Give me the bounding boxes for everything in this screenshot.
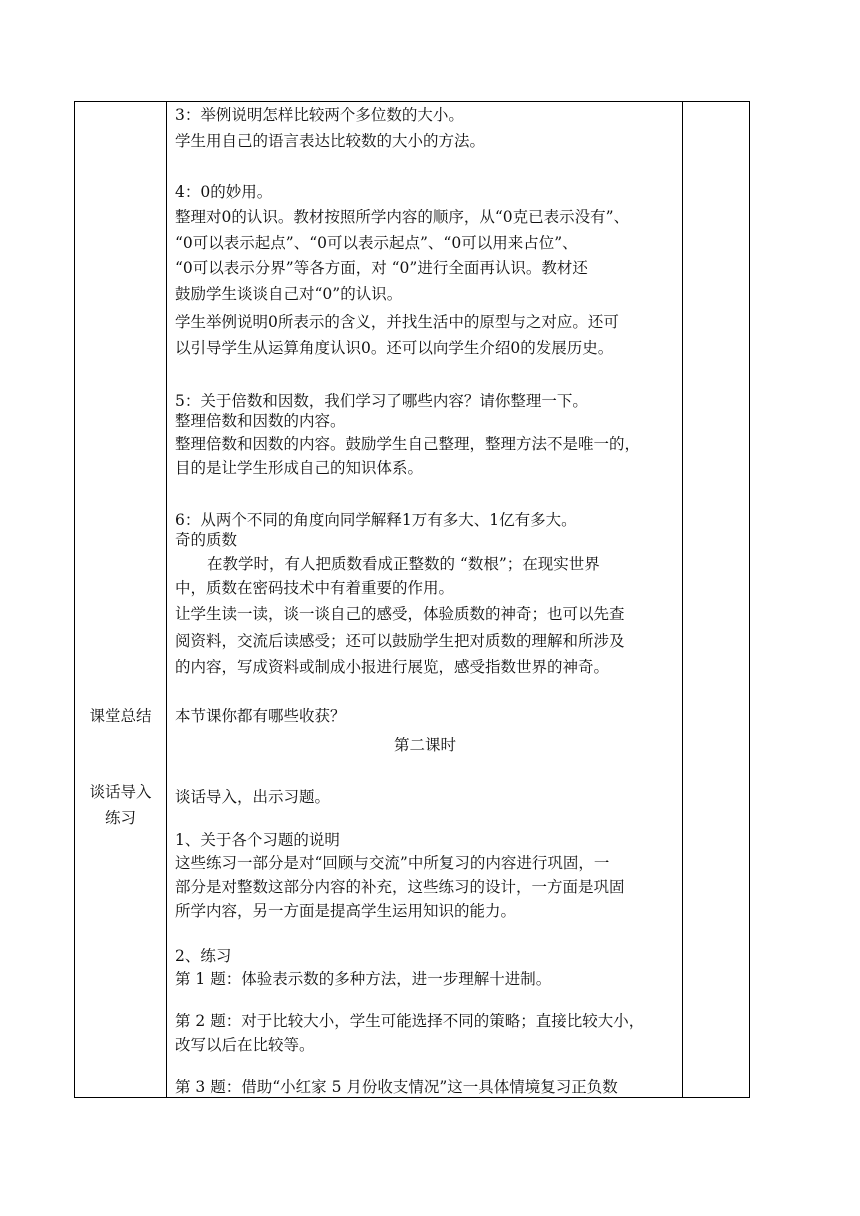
text-line: 目的是让学生形成自己的知识体系。 (175, 459, 424, 477)
section-heading: 第二课时 (393, 736, 456, 754)
lesson-table (74, 101, 750, 1098)
main-content (167, 102, 683, 1097)
text-line: 1、关于各个习题的说明 (175, 831, 340, 849)
text-line: 3：举例说明怎样比较两个多位数的大小。 (175, 106, 464, 124)
text-line: 的内容，写成资料或制成小报进行展览，感受指数世界的神奇。 (175, 658, 610, 676)
text-line: 部分是对整数这部分内容的补充，这些练习的设计，一方面是巩固 (175, 878, 625, 896)
text-line: 5：关于倍数和因数，我们学习了哪些内容？请你整理一下。 (175, 392, 588, 410)
text-line: 让学生读一读，谈一谈自己的感受，体验质数的神奇；也可以先查 (175, 605, 625, 623)
text-line: “0可以表示起点”、“0可以表示起点”、“0可以用来占位”、 (175, 234, 578, 252)
text-line: 整理对0的认识。教材按照所学内容的顺序，从“0克已表示没有”、 (175, 208, 630, 226)
text-line: “0可以表示分界”等各方面，对 “0”进行全面再认识。教材还 (175, 259, 588, 277)
text-line: 阅资料，交流后读感受；还可以鼓励学生把对质数的理解和所涉及 (175, 632, 625, 650)
text-line: 第 2 题：对于比较大小，学生可能选择不同的策略；直接比较大小， (175, 1012, 645, 1030)
text-line: 奇的质数 (175, 531, 238, 549)
left-column (75, 102, 166, 1097)
label-intro: 谈话导入 (89, 783, 152, 801)
text-line: 4：0的妙用。 (175, 183, 273, 201)
text-line: 学生用自己的语言表达比较数的大小的方法。 (175, 132, 486, 150)
text-line: 整理倍数和因数的内容。 (175, 412, 346, 430)
text-line: 所学内容，另一方面是提高学生运用知识的能力。 (175, 902, 517, 920)
text-line: 谈话导入，出示习题。 (175, 788, 331, 806)
text-line: 整理倍数和因数的内容。鼓励学生自己整理，整理方法不是唯一的， (175, 435, 641, 453)
label-summary: 课堂总结 (89, 707, 152, 725)
text-line: 改写以后在比较等。 (175, 1036, 315, 1054)
text-line: 中，质数在密码技术中有着重要的作用。 (175, 579, 455, 597)
text-line: 2、练习 (175, 947, 232, 965)
text-line: 本节课你都有哪些收获？ (175, 707, 346, 725)
text-line: 这些练习一部分是对“回顾与交流”中所复习的内容进行巩固，一 (175, 854, 610, 872)
text-line: 学生举例说明0所表示的含义，并找生活中的原型与之对应。还可 (175, 313, 619, 331)
text-line: 在教学时，有人把质数看成正整数的 “数根”；在现实世界 (207, 555, 600, 573)
text-line: 以引导学生从运算角度认识0。还可以向学生介绍0的发展历史。 (175, 339, 614, 357)
text-line: 第 1 题：体验表示数的多种方法，进一步理解十进制。 (175, 970, 552, 988)
label-practice: 练习 (104, 809, 136, 827)
text-line: 鼓励学生谈谈自己对“0”的认识。 (175, 285, 403, 303)
text-line: 6：从两个不同的角度向同学解释1万有多大、1亿有多大。 (175, 511, 577, 529)
text-line: 第 3 题：借助“小红家 5 月份收支情况”这一具体情境复习正负数 (175, 1078, 618, 1096)
